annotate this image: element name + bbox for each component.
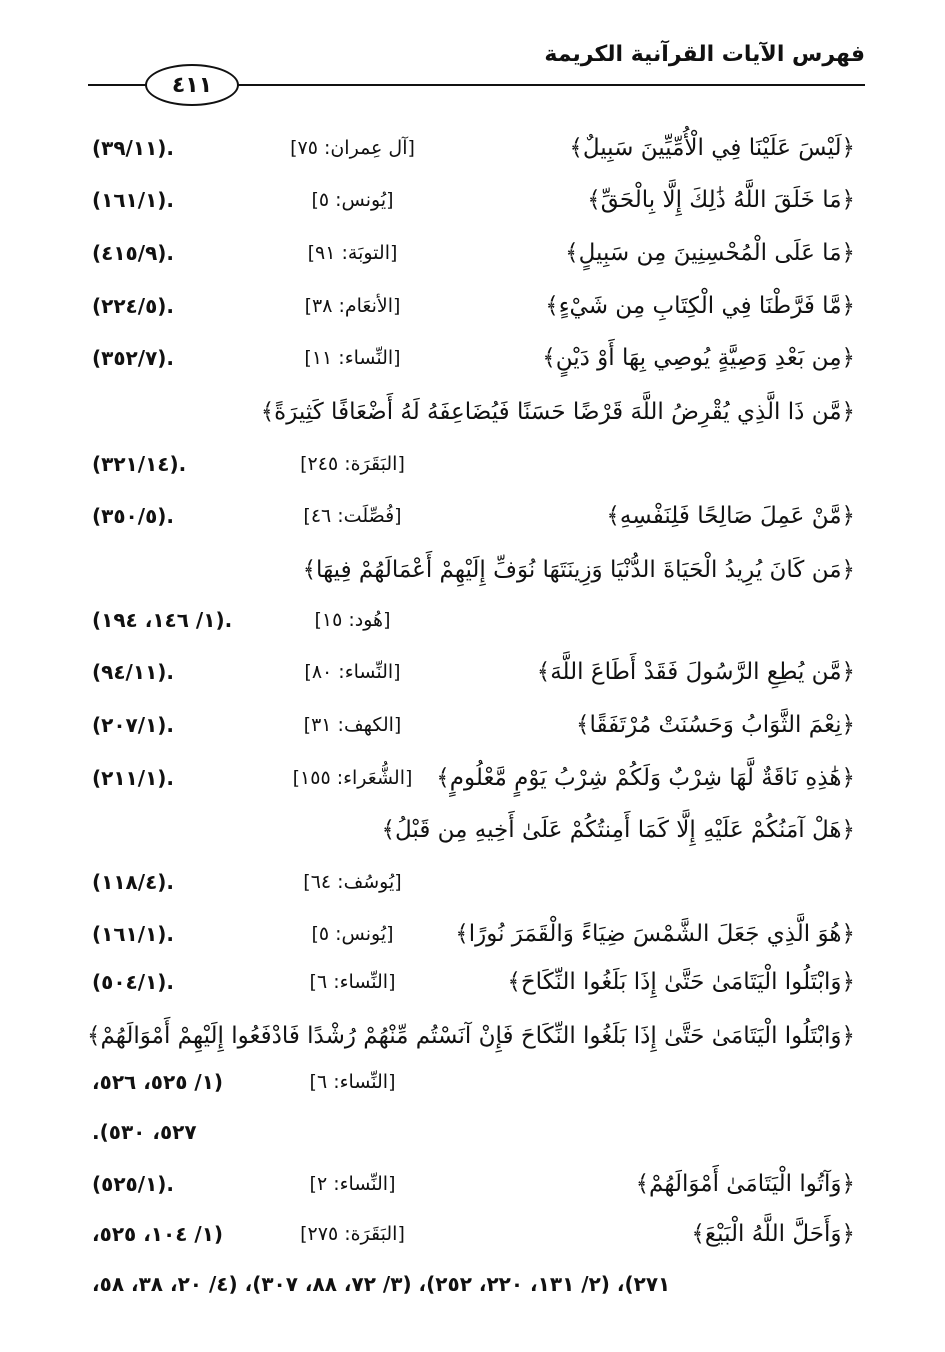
index-entry — [0, 862, 945, 902]
surah-reference: [آل عِمران: ٧٥] — [290, 137, 415, 159]
page-references: .(١١٨/٤) — [92, 870, 175, 894]
page-references: .(٣٥٠/٥) — [92, 504, 175, 528]
surah-reference: [النِّساء: ٢] — [309, 1173, 396, 1195]
page-references: ٢٧١)، (٢/ ١٣١، ٢٢٠، ٢٥٢)، (٣/ ٧٢، ٨٨، ٣٠٧)، (٤/ ٢٠، ٣٨، ٥٨، — [92, 1272, 671, 1296]
surah-reference: [التوبَة: ٩١] — [307, 242, 398, 264]
page-references: ٥٢٧، ٥٣٠). — [92, 1120, 197, 1144]
page-references: .(٥٠٤/١) — [92, 970, 175, 994]
index-entry — [0, 810, 945, 850]
surah-reference: [البَقَرَة: ٢٤٥] — [300, 453, 405, 475]
index-entry — [0, 1016, 945, 1056]
page-references: .(١/ ١٤٦، ١٩٤) — [92, 608, 233, 632]
index-entry — [0, 600, 945, 640]
page-references: .(١٦١/١) — [92, 922, 175, 946]
page-references: .(٤١٥/٩) — [92, 241, 175, 265]
index-entry — [0, 1062, 945, 1102]
verse-text: ﴿مِن بَعْدِ وَصِيَّةٍ يُوصِي بِهَا أَوْ دَيْنٍ﴾ — [542, 345, 855, 371]
index-entry — [0, 550, 945, 590]
page-references: .(٩٤/١١) — [92, 660, 175, 684]
surah-reference: [النِّساء: ٦] — [309, 1071, 396, 1093]
page-references: .(٢١١/١) — [92, 766, 175, 790]
index-entry — [0, 914, 945, 954]
surah-reference: [الكهف: ٣١] — [303, 714, 402, 736]
page-references: .(٣٢١/١٤) — [92, 452, 187, 476]
verse-text: ﴿مَّا فَرَّطْنَا فِي الْكِتَابِ مِن شَيْءٍ﴾ — [545, 293, 855, 319]
index-entry — [0, 1214, 945, 1254]
verse-text: ﴿لَيْسَ عَلَيْنَا فِي الْأُمِّيِّينَ سَبِيلٌ﴾ — [569, 135, 855, 161]
surah-reference: [البَقَرَة: ٢٧٥] — [300, 1223, 405, 1245]
verse-text: ﴿وَأَحَلَّ اللَّهُ الْبَيْعَ﴾ — [691, 1221, 855, 1247]
index-entry — [0, 705, 945, 745]
page-references: .(٢٠٧/١) — [92, 713, 175, 737]
index-entry — [0, 1112, 945, 1152]
index-entry — [0, 444, 945, 484]
verse-text: ﴿مَن كَانَ يُرِيدُ الْحَيَاةَ الدُّنْيَا وَزِينَتَهَا نُوَفِّ إِلَيْهِمْ أَعْمَالَهُمْ فِيهَا﴾ — [302, 557, 855, 583]
verse-text: ﴿وَابْتَلُوا الْيَتَامَىٰ حَتَّىٰ إِذَا بَلَغُوا النِّكَاحَ فَإِنْ آنَسْتُم مِّنْهُمْ رُشْدًا فَادْفَعُوا إِلَيْهِمْ أَمْوَالَهُمْ﴾ — [86, 1023, 855, 1049]
page-number: ٤١١ — [145, 64, 239, 106]
verse-text: ﴿مَّنْ عَمِلَ صَالِحًا فَلِنَفْسِهِ﴾ — [606, 503, 855, 529]
surah-reference: [يُونس: ٥] — [311, 189, 394, 211]
verse-text: ﴿هَٰذِهِ نَاقَةٌ لَّهَا شِرْبٌ وَلَكُمْ شِرْبُ يَوْمٍ مَّعْلُومٍ﴾ — [436, 765, 855, 791]
surah-reference: [الشُّعَراء: ١٥٥] — [292, 767, 413, 789]
index-entry — [0, 338, 945, 378]
verse-text: ﴿مَّن ذَا الَّذِي يُقْرِضُ اللَّهَ قَرْضًا حَسَنًا فَيُضَاعِفَهُ لَهُ أَضْعَافًا كَثِيرَةً﴾ — [260, 399, 855, 425]
page-references: (١/ ٥٢٥، ٥٢٦، — [92, 1070, 224, 1094]
surah-reference: [يُونس: ٥] — [311, 923, 394, 945]
surah-reference: [النِّساء: ٦] — [309, 971, 396, 993]
surah-reference: [الأنعَام: ٣٨] — [304, 295, 401, 317]
index-entry — [0, 1264, 945, 1304]
index-entry — [0, 180, 945, 220]
page-references: .(٣٩/١١) — [92, 136, 175, 160]
index-entry — [0, 758, 945, 798]
index-entry — [0, 652, 945, 692]
verse-text: ﴿مَا خَلَقَ اللَّهُ ذَٰلِكَ إِلَّا بِالْحَقِّ﴾ — [587, 187, 855, 213]
verse-text: ﴿هُوَ الَّذِي جَعَلَ الشَّمْسَ ضِيَاءً وَالْقَمَرَ نُورًا﴾ — [455, 921, 855, 947]
verse-text: ﴿مَا عَلَى الْمُحْسِنِينَ مِن سَبِيلٍ﴾ — [565, 240, 855, 266]
page-references: .(٢٢٤/٥) — [92, 294, 175, 318]
surah-reference: [فُصِّلَت: ٤٦] — [303, 505, 402, 527]
page-references: .(١٦١/١) — [92, 188, 175, 212]
page-references: .(٥٢٥/١) — [92, 1172, 175, 1196]
verse-text: ﴿هَلْ آمَنُكُمْ عَلَيْهِ إِلَّا كَمَا أَمِنتُكُمْ عَلَىٰ أَخِيهِ مِن قَبْلُ﴾ — [381, 817, 855, 843]
index-entry — [0, 392, 945, 432]
surah-reference: [هُود: ١٥] — [314, 609, 391, 631]
index-entry — [0, 128, 945, 168]
verse-text: ﴿مَّن يُطِعِ الرَّسُولَ فَقَدْ أَطَاعَ اللَّهَ﴾ — [536, 659, 855, 685]
page-references: .(٣٥٢/٧) — [92, 346, 175, 370]
surah-reference: [النِّساء: ٨٠] — [304, 661, 401, 683]
verse-text: ﴿وَابْتَلُوا الْيَتَامَىٰ حَتَّىٰ إِذَا بَلَغُوا النِّكَاحَ﴾ — [507, 969, 855, 995]
surah-reference: [يُوسُف: ٦٤] — [303, 871, 402, 893]
surah-reference: [النِّساء: ١١] — [304, 347, 401, 369]
index-entry — [0, 1164, 945, 1204]
index-entry — [0, 233, 945, 273]
page-header-title: فهرس الآيات القرآنية الكريمة — [544, 42, 865, 67]
index-entry — [0, 496, 945, 536]
index-entry — [0, 286, 945, 326]
verse-text: ﴿وَآتُوا الْيَتَامَىٰ أَمْوَالَهُمْ﴾ — [635, 1171, 855, 1197]
verse-text: ﴿نِعْمَ الثَّوَابُ وَحَسُنَتْ مُرْتَفَقًا﴾ — [575, 712, 855, 738]
page-references: (١/ ١٠٤، ٥٢٥، — [92, 1222, 224, 1246]
index-entry — [0, 962, 945, 1002]
